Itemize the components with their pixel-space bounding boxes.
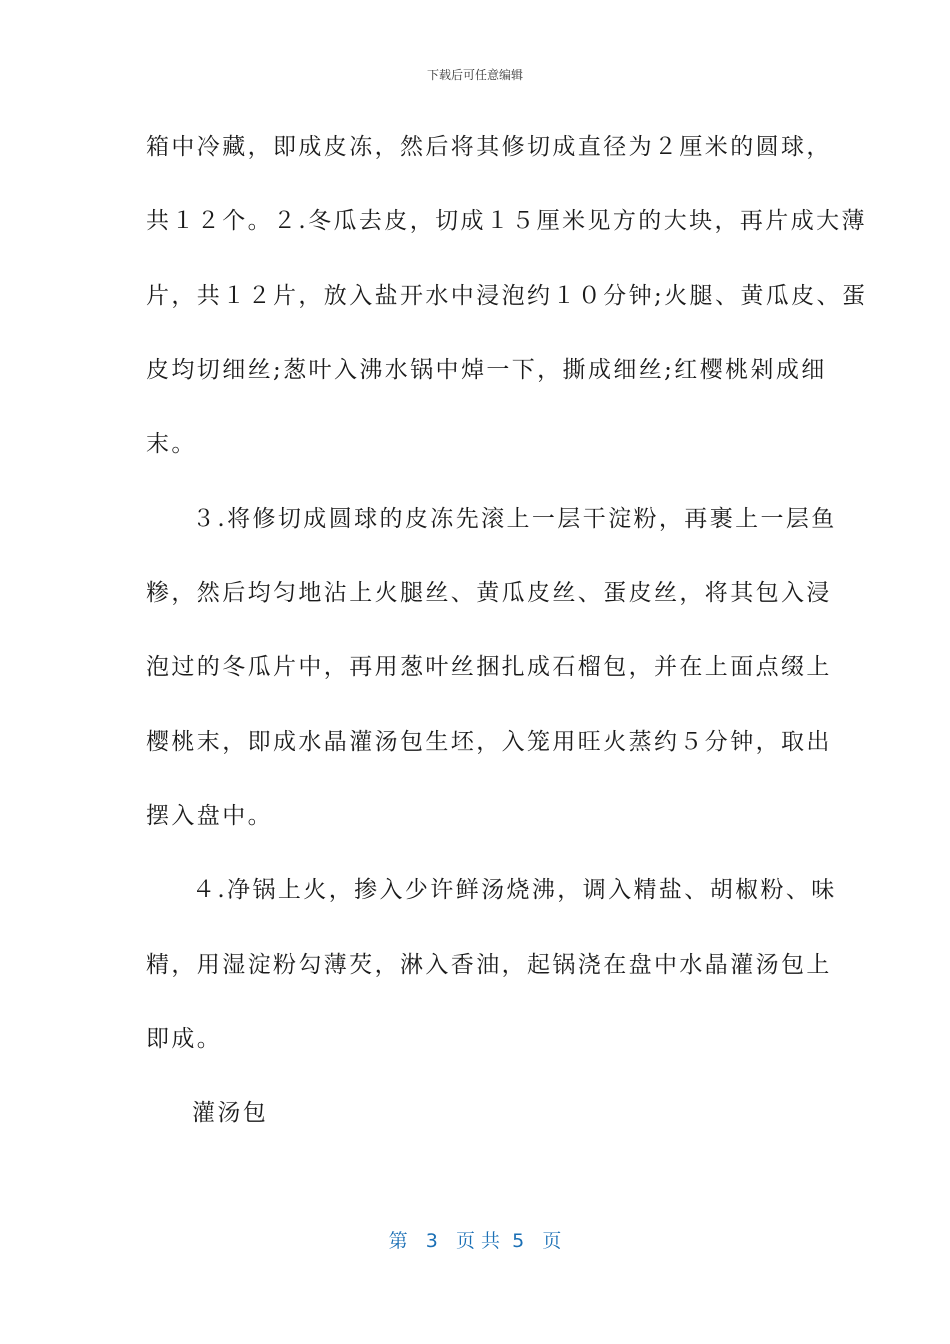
total-pages-number: 5 [512,1230,525,1252]
body-line: 末。 [146,431,197,457]
body-line: 樱桃末，即成水晶灌汤包生坯，入笼用旺火蒸约５分钟，取出 [146,729,832,755]
body-line: 箱中冷藏，即成皮冻，然后将其修切成直径为２厘米的圆球， [146,134,832,160]
page-label: 第 [388,1230,408,1252]
body-line: 糁，然后均匀地沾上火腿丝、黄瓜皮丝、蛋皮丝，将其包入浸 [146,580,832,606]
body-line: 精，用湿淀粉勾薄芡，淋入香油，起锅浇在盘中水晶灌汤包上 [146,952,832,978]
body-line: ４.净锅上火，掺入少许鲜汤烧沸，调入精盐、胡椒粉、味 [192,877,837,903]
page-footer [0,1226,950,1253]
body-line: 泡过的冬瓜片中，再用葱叶丝捆扎成石榴包，并在上面点缀上 [146,654,832,680]
body-line: 共１２个。２.冬瓜去皮，切成１５厘米见方的大块，再片成大薄 [146,208,867,234]
current-page-number: 3 [425,1230,438,1252]
body-line: 即成。 [146,1026,223,1052]
section-heading: 灌汤包 [192,1100,269,1126]
total-label: 页 共 [455,1230,501,1252]
body-line: 片，共１２片，放入盐开水中浸泡约１０分钟;火腿、黄瓜皮、蛋 [146,283,868,309]
page-header: 下载后可任意编辑 [426,68,523,82]
body-line: 摆入盘中。 [146,803,273,829]
body-line: 皮均切细丝;葱叶入沸水锅中焯一下，撕成细丝;红樱桃剁成细 [146,357,827,383]
page-suffix: 页 [542,1230,562,1252]
body-line: ３.将修切成圆球的皮冻先滚上一层干淀粉，再裹上一层鱼 [192,506,837,532]
